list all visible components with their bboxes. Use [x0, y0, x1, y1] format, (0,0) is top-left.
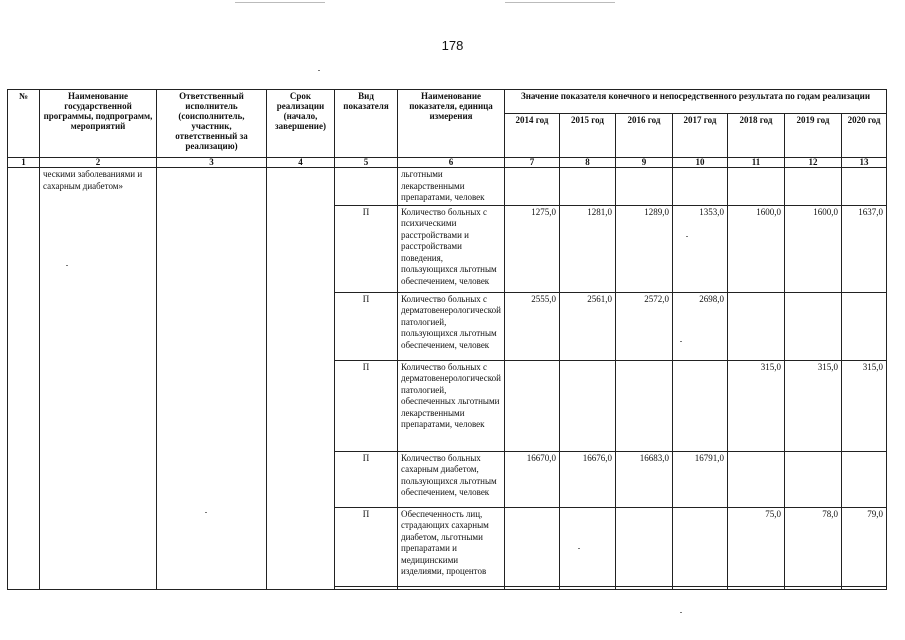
value-cell: [560, 360, 616, 451]
value-cell: 1600,0: [728, 205, 785, 292]
column-index: 12: [785, 158, 842, 168]
value-cell: 2698,0: [673, 292, 728, 360]
value-cell: 2561,0: [560, 292, 616, 360]
value-cell: [505, 507, 560, 586]
value-cell: 315,0: [728, 360, 785, 451]
term-cell: [267, 168, 335, 590]
indicator-cell: Количество больных с дерматовенерологической патологией, пользующихся льготным обеспечением, человек: [398, 292, 505, 360]
scan-artifact: [66, 265, 68, 266]
type-cell: [335, 168, 398, 206]
scan-artifact: [680, 341, 682, 342]
value-cell: 2572,0: [616, 292, 673, 360]
scan-artifact: [578, 548, 580, 549]
table-row: [8, 168, 887, 206]
value-cell: [785, 292, 842, 360]
value-cell: [616, 507, 673, 586]
indicator-cell: льготными лекарственными препаратами, человек: [398, 168, 505, 206]
value-cell: 1281,0: [560, 205, 616, 292]
value-cell: 1600,0: [785, 205, 842, 292]
value-cell: [673, 360, 728, 451]
header-year: 2020 год: [842, 114, 887, 158]
indicator-cell: Количество больных с дерматовенерологической патологией, обеспеченных льготными лекарственными препаратами, человек: [398, 360, 505, 451]
type-cell: П: [335, 507, 398, 586]
column-index: 10: [673, 158, 728, 168]
header-num: №: [8, 90, 40, 158]
scan-artifact: [686, 236, 688, 237]
scan-artifact: [235, 2, 325, 3]
type-cell: П: [335, 451, 398, 507]
header-values-group: Значение показателя конечного и непосредственного результата по годам реализации: [505, 90, 887, 114]
indicator-cell: Обеспеченность лиц, страдающих сахарным диабетом, льготными препаратами и медицинскими изделиями, процентов: [398, 507, 505, 586]
value-cell: 16683,0: [616, 451, 673, 507]
value-cell: 1275,0: [505, 205, 560, 292]
value-cell: 75,0: [728, 507, 785, 586]
header-type: Вид показателя: [335, 90, 398, 158]
program-name-cell: ческими заболеваниями и сахарным диабетом»: [40, 168, 157, 590]
indicator-cell: Количество больных с психическими расстройствами и расстройствами поведения, пользующихся льготным обеспечением, человек: [398, 205, 505, 292]
column-index: 2: [40, 158, 157, 168]
header-name: Наименование государственной программы, подпрограмм, мероприятий: [40, 90, 157, 158]
header-year: 2015 год: [560, 114, 616, 158]
column-index: 8: [560, 158, 616, 168]
value-cell: [785, 451, 842, 507]
header-year: 2018 год: [728, 114, 785, 158]
scan-artifact: [680, 612, 682, 613]
column-index: 6: [398, 158, 505, 168]
column-index: 3: [157, 158, 267, 168]
type-cell: П: [335, 292, 398, 360]
value-cell: 1353,0: [673, 205, 728, 292]
value-cell: 16791,0: [673, 451, 728, 507]
header-term: Срок реализации (начало, завершение): [267, 90, 335, 158]
column-index-row: [8, 158, 887, 168]
header-year: 2014 год: [505, 114, 560, 158]
column-index: 13: [842, 158, 887, 168]
value-cell: 78,0: [785, 507, 842, 586]
value-cell: [560, 507, 616, 586]
value-cell: [673, 507, 728, 586]
value-cell: 1289,0: [616, 205, 673, 292]
column-index: 9: [616, 158, 673, 168]
value-cell: 315,0: [842, 360, 887, 451]
column-index: 11: [728, 158, 785, 168]
indicator-cell: Количество больных сахарным диабетом, пользующихся льготным обеспечением, человек: [398, 451, 505, 507]
header-year: 2019 год: [785, 114, 842, 158]
scan-artifact: [205, 512, 207, 513]
value-cell: 1637,0: [842, 205, 887, 292]
column-index: 4: [267, 158, 335, 168]
executor-cell: [157, 168, 267, 590]
value-cell: [728, 292, 785, 360]
type-cell: П: [335, 205, 398, 292]
value-cell: [842, 451, 887, 507]
type-cell: П: [335, 360, 398, 451]
value-cell: [728, 451, 785, 507]
header-indicator: Наименование показателя, единица измерения: [398, 90, 505, 158]
column-index: 5: [335, 158, 398, 168]
value-cell: 2555,0: [505, 292, 560, 360]
header-executor: Ответственный исполнитель (соисполнитель, участник, ответственный за реализацию): [157, 90, 267, 158]
header-year: 2017 год: [673, 114, 728, 158]
column-index: 7: [505, 158, 560, 168]
value-cell: [505, 360, 560, 451]
column-index: 1: [8, 158, 40, 168]
cell-num: [8, 168, 40, 590]
value-cell: 16676,0: [560, 451, 616, 507]
value-cell: [842, 292, 887, 360]
header-year: 2016 год: [616, 114, 673, 158]
results-table: [7, 89, 887, 590]
scan-artifact: [318, 70, 320, 71]
value-cell: 79,0: [842, 507, 887, 586]
value-cell: 16670,0: [505, 451, 560, 507]
value-cell: 315,0: [785, 360, 842, 451]
value-cell: [616, 360, 673, 451]
scan-artifact: [505, 2, 615, 3]
page-number: 178: [441, 38, 464, 53]
header-row: [8, 90, 887, 114]
